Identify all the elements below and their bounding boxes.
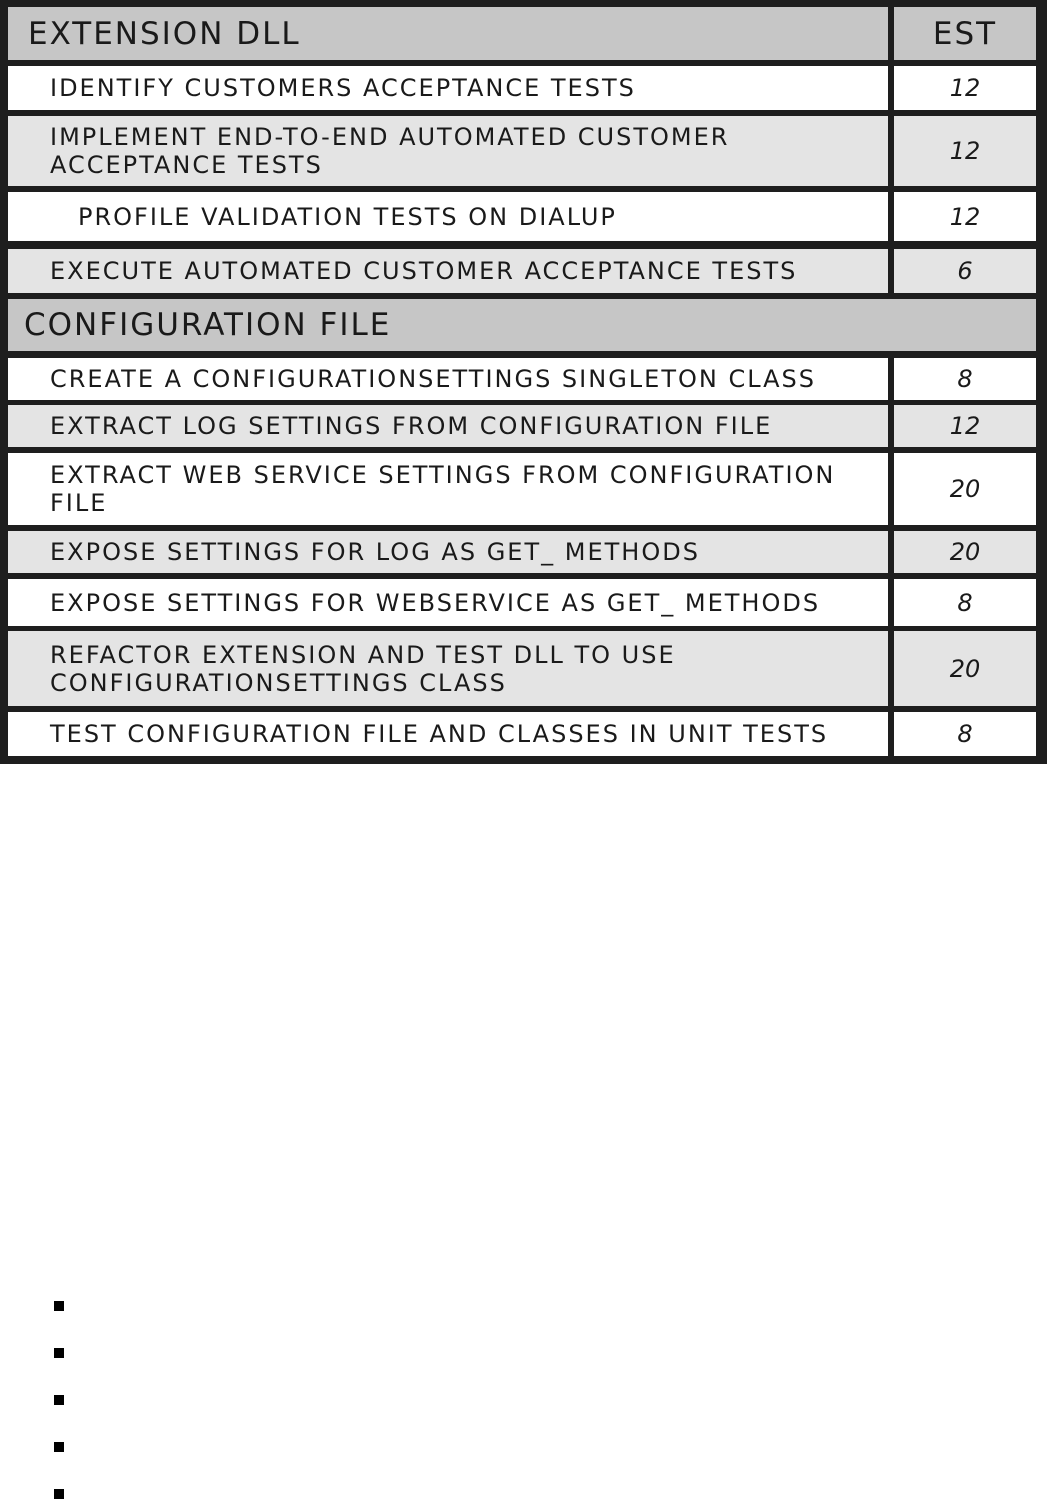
task-row-estimate: 12 [894,192,1036,241]
bullet-marker [54,1301,64,1311]
task-row-estimate: 12 [894,116,1036,186]
task-row-label: EXTRACT WEB SERVICE SETTINGS FROM CONFIGURATION FILE [8,453,888,525]
task-row-label: REFACTOR EXTENSION AND TEST DLL TO USE CONFIGURATIONSETTINGS CLASS [8,631,888,706]
section-header-configuration-file: CONFIGURATION FILE [8,299,1036,351]
task-row-label: EXTRACT LOG SETTINGS FROM CONFIGURATION FILE [8,405,888,447]
task-row-label: TEST CONFIGURATION FILE AND CLASSES IN UNIT TESTS [8,712,888,756]
est-column-header: EST [894,7,1036,60]
bullet-marker [54,1442,64,1452]
task-row-estimate: 12 [894,405,1036,447]
task-row-label: PROFILE VALIDATION TESTS ON DIALUP [8,192,888,241]
bullet-marker [54,1489,64,1499]
task-row-estimate: 8 [894,358,1036,400]
task-row-estimate: 6 [894,249,1036,293]
task-row-label: EXPOSE SETTINGS FOR LOG AS GET_ METHODS [8,531,888,573]
task-row-estimate: 8 [894,579,1036,626]
task-row-estimate: 12 [894,66,1036,110]
task-row-estimate: 20 [894,531,1036,573]
bullet-marker [54,1348,64,1358]
task-row-estimate: 20 [894,453,1036,525]
task-row-label: CREATE A CONFIGURATIONSETTINGS SINGLETON CLASS [8,358,888,400]
bullet-marker [54,1395,64,1405]
task-row-label: IDENTIFY CUSTOMERS ACCEPTANCE TESTS [8,66,888,110]
task-row-label: IMPLEMENT END-TO-END AUTOMATED CUSTOMER ACCEPTANCE TESTS [8,116,888,186]
task-row-estimate: 20 [894,631,1036,706]
bullet-list [0,1282,1047,1502]
section-header-extension-dll: EXTENSION DLL [8,7,888,60]
task-row-estimate: 8 [894,712,1036,756]
task-row-label: EXECUTE AUTOMATED CUSTOMER ACCEPTANCE TESTS [8,249,888,293]
task-row-label: EXPOSE SETTINGS FOR WEBSERVICE AS GET_ METHODS [8,579,888,626]
